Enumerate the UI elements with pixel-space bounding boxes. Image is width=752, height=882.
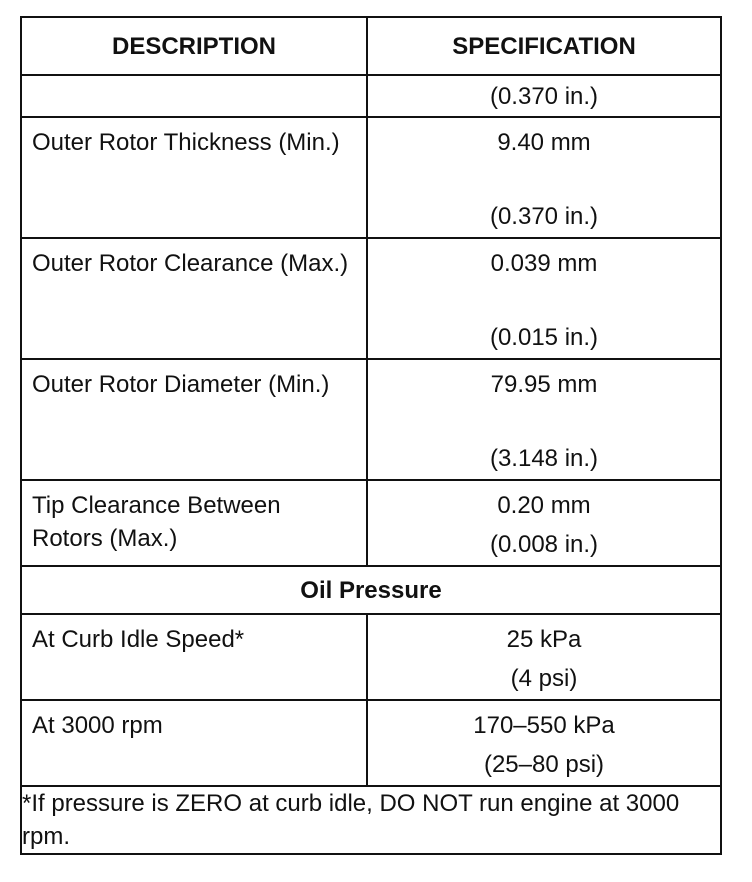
table-row [21,238,721,359]
spec-metric: 79.95 mm [490,371,598,398]
description-header: DESCRIPTION [21,17,367,75]
specification-header: SPECIFICATION [367,17,721,75]
spec-cell [367,238,721,359]
table-row [21,117,721,238]
spec-metric: 9.40 mm [497,129,591,156]
specification-table [20,16,722,855]
spec-imperial: (3.148 in.) [489,445,599,472]
spec-metric: 0.039 mm [490,250,598,277]
description-cell-empty [21,75,367,117]
spec-imperial: (0.370 in.) [489,203,599,230]
description-cell: Outer Rotor Thickness (Min.) [21,117,367,238]
spec-metric: 0.20 mm [497,492,591,519]
spec-cell [367,75,721,117]
table-row [21,359,721,480]
spec-imperial: (25–80 psi) [483,751,605,778]
spec-cell [367,359,721,480]
spec-cell [367,117,721,238]
table-row [21,480,721,566]
footnote: *If pressure is ZERO at curb idle, DO NOT run engine at 3000 rpm. [21,786,721,854]
spec-cell [367,700,721,786]
table-row [21,614,721,700]
table-row [21,700,721,786]
spec-metric: 25 kPa [506,626,582,653]
header-row [21,17,721,75]
section-row [21,566,721,614]
footnote-row [21,786,721,854]
spec-imperial: (4 psi) [510,665,578,692]
description-cell: Outer Rotor Clearance (Max.) [21,238,367,359]
spec-cell [367,480,721,566]
spec-imperial: (0.008 in.) [489,531,599,558]
spec-cell [367,614,721,700]
spec-metric: 170–550 kPa [473,712,615,739]
description-cell: Tip Clearance Between Rotors (Max.) [21,480,367,566]
description-cell: At 3000 rpm [21,700,367,786]
description-cell: At Curb Idle Speed* [21,614,367,700]
spec-imperial: (0.015 in.) [489,324,599,351]
oil-pressure-title: Oil Pressure [21,566,721,614]
description-cell: Outer Rotor Diameter (Min.) [21,359,367,480]
table-row [21,75,721,117]
spec-imperial: (0.370 in.) [489,82,599,110]
